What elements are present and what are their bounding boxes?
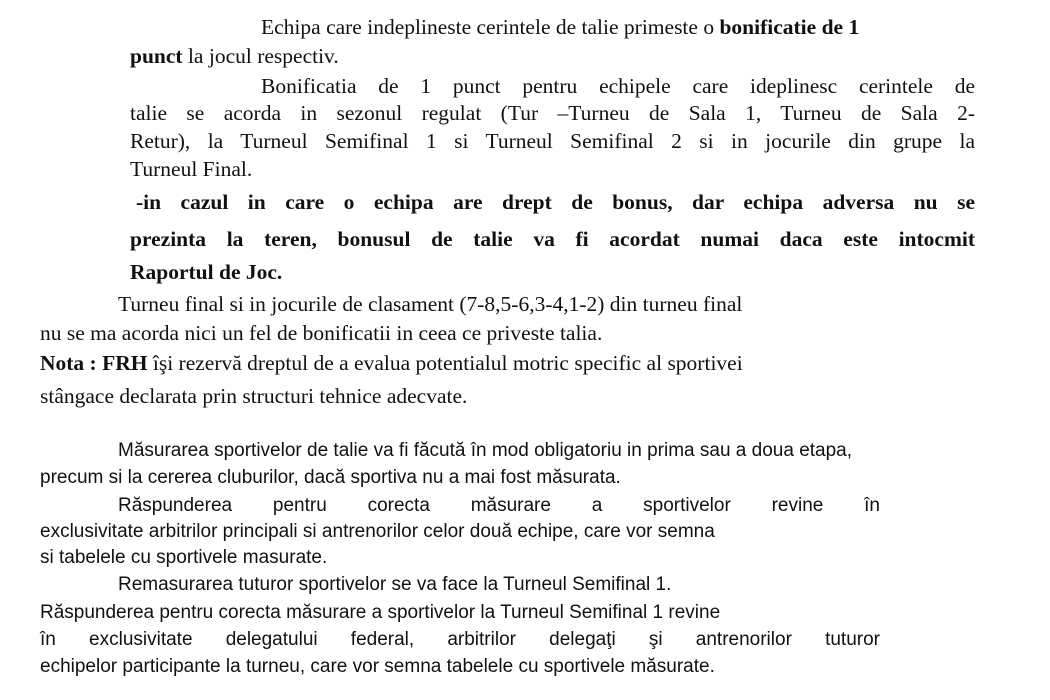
- text: talie se acorda in sezonul regulat (Tur –Turneu de Sala 1, Turneu de Sala 2-: [130, 101, 975, 125]
- para-bonus-condition-line-2: [130, 229, 975, 251]
- para-raspundere-semifinal-line-3: [40, 657, 715, 676]
- para-bonificatia-line-3: [130, 131, 975, 153]
- text: la jocul respectiv.: [182, 44, 339, 68]
- para-raspundere-line-1: [118, 496, 880, 515]
- para-bonus-line-1: [261, 17, 859, 39]
- text: Turneu final si in jocurile de clasament (7-8,5-6,3-4,1-2) din turneu final: [118, 292, 743, 316]
- para-bonificatia-line-4: [130, 159, 252, 181]
- text: prezinta la teren, bonusul de talie va fi acordat numai daca este intocmit: [130, 227, 975, 251]
- para-bonificatia-line-2: [130, 103, 975, 125]
- nota-line-1: [40, 353, 743, 375]
- para-bonus-line-2: [130, 46, 339, 68]
- text: precum si la cererea cluburilor, dacă sportiva nu a mai fost măsurata.: [40, 467, 621, 488]
- text: îşi rezervă dreptul de a evalua potentialul motric specific al sportivei: [147, 351, 743, 375]
- para-turneu-final-line-2: [40, 323, 602, 345]
- text: Bonificatia de 1 punct pentru echipele care ideplinesc cerintele de: [261, 74, 975, 98]
- para-masurare-line-2: [40, 468, 621, 487]
- text: stângace declarata prin structuri tehnice adecvate.: [40, 384, 468, 408]
- text: Raportul de Joc.: [130, 260, 283, 284]
- text: Răspunderea pentru corecta măsurare a sportivelor la Turneul Semifinal 1 revine: [40, 602, 721, 623]
- nota-line-2: [40, 386, 467, 408]
- text: în exclusivitate delegatului federal, arbitrilor delegaţi şi antrenorilor tuturor: [40, 629, 880, 650]
- para-raspundere-semifinal-line-2: [40, 630, 880, 649]
- para-bonus-condition-line-1: [136, 192, 975, 214]
- text: nu se ma acorda nici un fel de bonificatii in ceea ce priveste talia.: [40, 321, 603, 345]
- text: Răspunderea pentru corecta măsurare a sportivelor revine în: [118, 495, 880, 516]
- para-masurare-line-1: [118, 441, 852, 460]
- bold-text: bonificatie de 1: [719, 15, 860, 39]
- para-remasurare-line-1: [118, 575, 671, 594]
- text: exclusivitate arbitrilor principali si antrenorilor celor două echipe, care vor semna: [40, 521, 715, 542]
- para-turneu-final-line-1: [118, 294, 742, 316]
- para-raspundere-line-2: [40, 522, 715, 541]
- text: Măsurarea sportivelor de talie va fi făcută în mod obligatoriu in prima sau a doua etapa,: [118, 440, 853, 461]
- para-bonus-condition-line-3: [130, 262, 282, 284]
- para-raspundere-line-3: [40, 548, 327, 567]
- para-bonificatia-line-1: [261, 76, 975, 98]
- para-raspundere-semifinal-line-1: [40, 603, 720, 622]
- text: Retur), la Turneul Semifinal 1 si Turneul Semifinal 2 si in jocurile din grupe la: [130, 129, 975, 153]
- text: -in cazul in care o echipa are drept de bonus, dar echipa adversa nu se: [136, 190, 975, 214]
- bold-text: punct: [130, 44, 183, 68]
- text: Echipa care indeplineste cerintele de talie primeste o: [261, 15, 720, 39]
- text: echipelor participante la turneu, care vor semna tabelele cu sportivele măsurate.: [40, 656, 715, 677]
- nota-label: Nota : FRH: [40, 351, 148, 375]
- text: Turneul Final.: [130, 157, 253, 181]
- text: Remasurarea tuturor sportivelor se va face la Turneul Semifinal 1.: [118, 574, 672, 595]
- text: si tabelele cu sportivele masurate.: [40, 547, 328, 568]
